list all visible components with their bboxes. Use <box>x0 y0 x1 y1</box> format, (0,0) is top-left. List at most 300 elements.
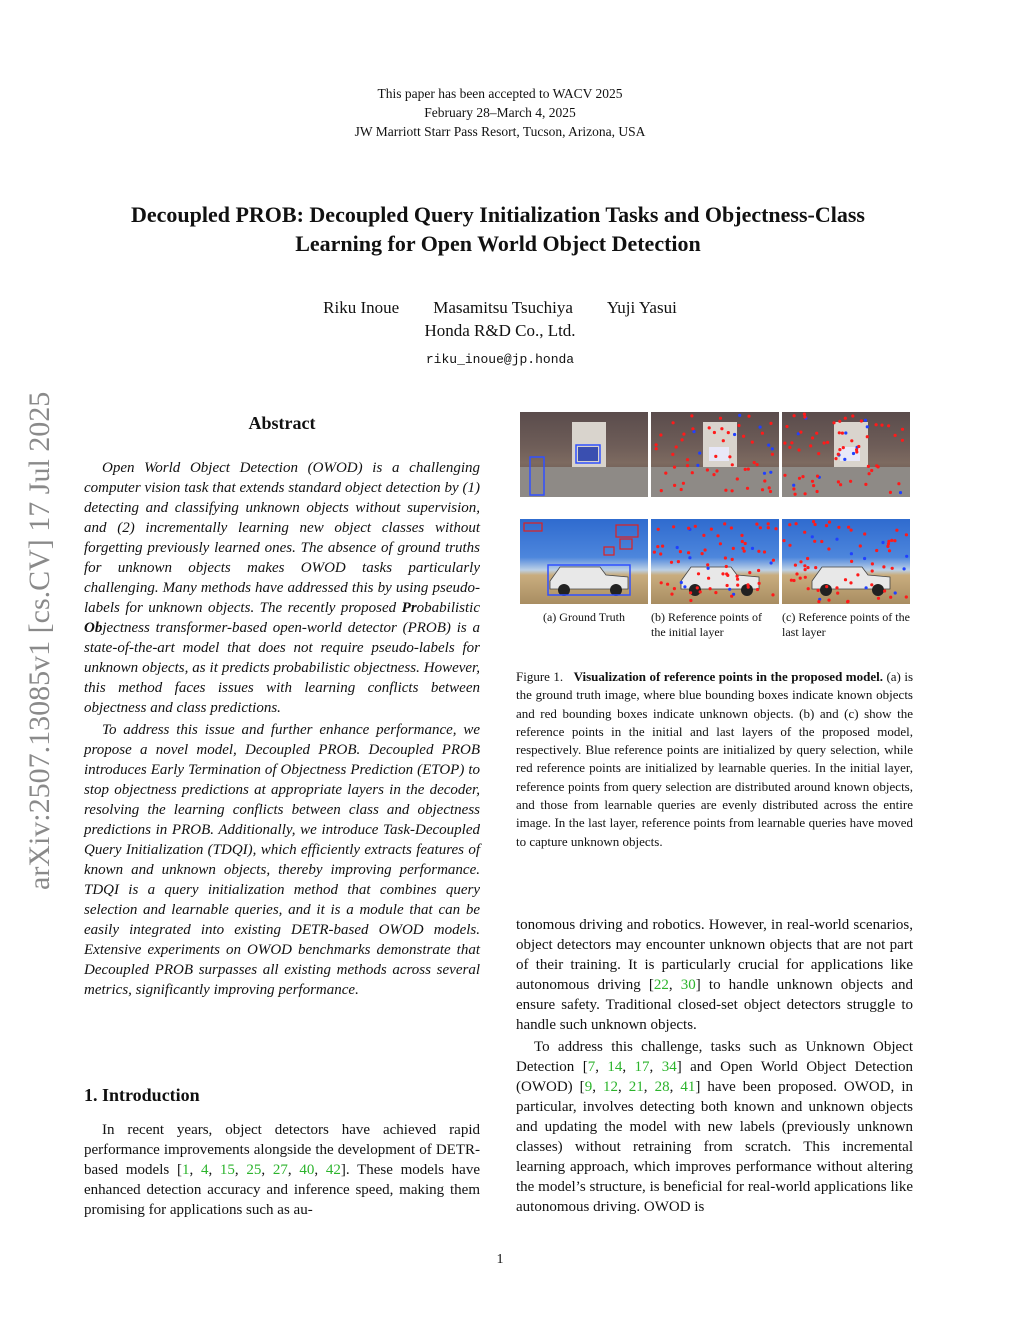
reference-point-red <box>746 487 749 490</box>
reference-point-red <box>797 448 800 451</box>
reference-point-red <box>714 455 717 458</box>
reference-point-red <box>712 473 715 476</box>
citation-link[interactable]: 22 <box>653 977 669 993</box>
reference-point-red <box>867 465 870 468</box>
reference-point-red <box>838 420 841 423</box>
reference-point-red <box>814 566 817 569</box>
reference-point-red <box>704 548 707 551</box>
reference-point-blue <box>863 557 866 560</box>
reference-point-red <box>691 471 694 474</box>
reference-point-red <box>687 551 690 554</box>
citation-link[interactable]: 4 <box>200 1162 209 1178</box>
reference-point-red <box>659 552 662 555</box>
reference-point-red <box>827 547 830 550</box>
reference-point-red <box>838 448 841 451</box>
reference-point-red <box>895 529 898 532</box>
figure-row-room <box>520 412 910 497</box>
reference-point-red <box>707 577 710 580</box>
reference-point-red <box>788 544 791 547</box>
reference-point-red <box>814 523 817 526</box>
reference-point-red <box>866 435 869 438</box>
conference-notice <box>0 84 1000 141</box>
reference-point-red <box>656 545 659 548</box>
abstract-paragraph-2: To address this issue and further enhance performance, we propose a novel model, Decoupled PROB. Decoupled PROB introduces Early Termination of Objectness Prediction (ETOP) to stop objectness predictions at appropriate layers in the decoder, resolving the learning conflicts between class and objectness predictions in PROB. Additionally, we introduce Task-Decoupled Query Initialization (TDQI), which efficiently extracts features of known and unknown objects, thereby improving performance. TDQI is a query initialization method that combines query selection and learnable queries, and it is a module that can be easily integrated into existing DETR-based OWOD models. Extensive experiments on OWOD benchmarks demonstrate that Decoupled PROB surpasses all existing methods across several metrics, significantly improving performance. <box>84 722 480 998</box>
reference-point-red <box>812 484 815 487</box>
reference-point-red <box>863 532 866 535</box>
reference-point-red <box>823 441 826 444</box>
reference-point-red <box>795 522 798 525</box>
right-p2-citations-1: 7, 14, 17, 34 <box>587 1059 677 1075</box>
reference-point-red <box>741 540 744 543</box>
reference-point-red <box>850 439 853 442</box>
reference-point-red <box>817 452 820 455</box>
reference-point-red <box>804 492 807 495</box>
citation-link[interactable]: 14 <box>607 1059 623 1075</box>
reference-point-red <box>803 413 806 416</box>
reference-point-red <box>825 585 828 588</box>
reference-point-blue <box>865 586 868 589</box>
reference-point-red <box>813 540 816 543</box>
reference-point-red <box>755 523 758 526</box>
citation-link[interactable]: 42 <box>325 1162 341 1178</box>
reference-point-red <box>675 445 678 448</box>
reference-point-red <box>758 582 761 585</box>
room-initial-layer-image <box>651 412 779 497</box>
subfigure-captions <box>520 610 910 640</box>
reference-point-red <box>660 489 663 492</box>
citation-link[interactable]: 1 <box>181 1162 190 1178</box>
reference-point-red <box>655 447 658 450</box>
reference-point-red <box>806 557 809 560</box>
reference-point-red <box>807 587 810 590</box>
reference-point-red <box>803 415 806 418</box>
reference-point-red <box>836 592 839 595</box>
reference-point-red <box>680 488 683 491</box>
reference-point-red <box>809 444 812 447</box>
reference-point-red <box>839 483 842 486</box>
reference-point-red <box>798 477 801 480</box>
reference-point-blue <box>844 431 847 434</box>
reference-point-blue <box>866 425 869 428</box>
reference-point-red <box>697 572 700 575</box>
reference-point-red <box>856 573 859 576</box>
reference-point-red <box>851 414 854 417</box>
reference-point-red <box>768 486 771 489</box>
reference-point-red <box>720 427 723 430</box>
reference-point-red <box>891 567 894 570</box>
reference-point-red <box>673 484 676 487</box>
reference-point-blue <box>688 556 691 559</box>
reference-point-red <box>756 588 759 591</box>
reference-point-red <box>849 581 852 584</box>
citation-link[interactable]: 17 <box>634 1059 650 1075</box>
reference-point-red <box>761 432 764 435</box>
reference-point-red <box>681 438 684 441</box>
reference-point-red <box>756 463 759 466</box>
reference-point-red <box>817 589 820 592</box>
reference-point-red <box>730 595 733 598</box>
reference-point-red <box>701 552 704 555</box>
reference-point-blue <box>680 581 683 584</box>
reference-point-red <box>772 559 775 562</box>
reference-point-red <box>790 579 793 582</box>
reference-point-red <box>673 587 676 590</box>
reference-point-red <box>803 531 806 534</box>
reference-point-red <box>727 431 730 434</box>
reference-point-red <box>769 422 772 425</box>
reference-point-red <box>747 468 750 471</box>
reference-point-red <box>751 441 754 444</box>
reference-point-red <box>857 445 860 448</box>
reference-point-red <box>713 431 716 434</box>
reference-point-red <box>726 574 729 577</box>
reference-point-red <box>728 455 731 458</box>
reference-point-red <box>741 547 744 550</box>
reference-point-red <box>783 442 786 445</box>
reference-point-red <box>837 526 840 529</box>
reference-point-red <box>757 569 760 572</box>
reference-point-blue <box>676 546 679 549</box>
reference-point-red <box>804 576 807 579</box>
notice-line-1: This paper has been accepted to WACV 2025 <box>377 86 623 101</box>
reference-point-red <box>825 524 828 527</box>
reference-point-red <box>686 464 689 467</box>
reference-point-red <box>835 586 838 589</box>
room-ground-truth-image <box>520 412 648 497</box>
reference-point-blue <box>835 538 838 541</box>
intro-citations: 1, 4, 15, 25, 27, 40, 42 <box>181 1162 341 1178</box>
reference-point-red <box>731 489 734 492</box>
reference-point-red <box>709 587 712 590</box>
reference-point-red <box>870 583 873 586</box>
citation-link[interactable]: 15 <box>219 1162 235 1178</box>
reference-point-red <box>671 453 674 456</box>
right-p2-a: To address this challenge, tasks such as Unknown Object Detection [ <box>516 1039 913 1075</box>
room-last-layer-image <box>782 412 910 497</box>
reference-point-blue <box>769 471 772 474</box>
citation-link[interactable]: 34 <box>661 1059 677 1075</box>
reference-point-red <box>736 575 739 578</box>
reference-point-blue <box>751 547 754 550</box>
author-email[interactable]: riku_inoue@jp.honda <box>425 352 575 367</box>
reference-point-red <box>820 540 823 543</box>
reference-point-red <box>816 490 819 493</box>
intro-p1-a: In recent years, object detectors have achieved rapid performance improvements alongside the development of DETR-based models [ <box>84 1122 480 1178</box>
reference-point-red <box>847 526 850 529</box>
reference-point-red <box>794 493 797 496</box>
reference-point-red <box>875 464 878 467</box>
reference-point-red <box>694 525 697 528</box>
citation-link[interactable]: 28 <box>654 1079 670 1095</box>
reference-point-red <box>696 586 699 589</box>
reference-point-red <box>834 457 837 460</box>
citation-link[interactable]: 41 <box>680 1079 696 1095</box>
reference-point-red <box>670 593 673 596</box>
reference-point-red <box>743 550 746 553</box>
subcaption-a: (a) Ground Truth <box>542 610 625 624</box>
reference-point-red <box>740 534 743 537</box>
citation-link[interactable]: 12 <box>602 1079 618 1095</box>
truck-last-layer-image <box>782 519 910 604</box>
reference-point-red <box>792 487 795 490</box>
reference-point-red <box>748 571 751 574</box>
notice-line-2: February 28–March 4, 2025 <box>424 105 576 120</box>
reference-point-red <box>860 419 863 422</box>
reference-point-red <box>706 563 709 566</box>
reference-point-red <box>767 522 770 525</box>
reference-point-red <box>657 528 660 531</box>
reference-point-red <box>828 521 831 524</box>
reference-point-red <box>897 482 900 485</box>
reference-point-red <box>691 427 694 430</box>
reference-point-blue <box>792 484 795 487</box>
truck-initial-layer-image <box>651 519 779 604</box>
reference-point-red <box>883 589 886 592</box>
reference-point-red <box>677 560 680 563</box>
citation-link[interactable]: 21 <box>628 1079 644 1095</box>
reference-point-red <box>889 596 892 599</box>
reference-point-red <box>744 542 747 545</box>
abstract-p1-bold-ob: Ob <box>84 620 103 636</box>
citation-link[interactable]: 7 <box>587 1059 596 1075</box>
reference-point-red <box>785 425 788 428</box>
reference-point-red <box>870 469 873 472</box>
page-number: 1 <box>496 1252 504 1267</box>
reference-point-red <box>737 424 740 427</box>
reference-point-red <box>799 577 802 580</box>
reference-point-red <box>801 475 804 478</box>
reference-point-red <box>841 432 844 435</box>
caption-label: Figure 1. <box>516 669 564 684</box>
reference-point-red <box>890 539 893 542</box>
right-column-body <box>516 915 913 1219</box>
reference-point-red <box>736 477 739 480</box>
reference-point-blue <box>733 433 736 436</box>
reference-point-red <box>837 453 840 456</box>
reference-point-blue <box>707 567 710 570</box>
figure-1 <box>520 412 910 640</box>
author-2: Masamitsu Tsuchiya <box>433 298 573 317</box>
reference-point-red <box>763 550 766 553</box>
reference-point-blue <box>864 419 867 422</box>
reference-point-red <box>689 591 692 594</box>
reference-point-red <box>905 533 908 536</box>
paper-title <box>60 200 936 258</box>
affiliation: Honda R&D Co., Ltd. <box>424 321 576 340</box>
reference-point-red <box>730 526 733 529</box>
reference-point-red <box>804 568 807 571</box>
reference-point-red <box>736 578 739 581</box>
reference-point-red <box>850 560 853 563</box>
reference-point-red <box>732 547 735 550</box>
reference-point-red <box>659 433 662 436</box>
intro-paragraph-1 <box>84 1120 480 1220</box>
reference-point-blue <box>763 472 766 475</box>
reference-point-red <box>702 534 705 537</box>
reference-point-blue <box>899 491 902 494</box>
reference-point-red <box>788 523 791 526</box>
right-paragraph-1 <box>516 915 913 1035</box>
reference-point-red <box>747 586 750 589</box>
abstract-p1-b: obabilistic <box>416 600 480 616</box>
reference-point-red <box>708 426 711 429</box>
reference-point-red <box>880 424 883 427</box>
right-p1-citations: 22, 30 <box>653 977 696 993</box>
intro-heading: 1. Introduction <box>84 1085 200 1105</box>
reference-point-blue <box>696 464 699 467</box>
reference-point-red <box>759 526 762 529</box>
citation-link[interactable]: 40 <box>299 1162 315 1178</box>
reference-point-red <box>774 527 777 530</box>
reference-point-red <box>812 520 815 523</box>
reference-point-blue <box>894 591 897 594</box>
reference-point-red <box>653 551 656 554</box>
right-p2-citations-2: 9, 12, 21, 28, 41 <box>584 1079 696 1095</box>
reference-point-blue <box>850 552 853 555</box>
reference-point-red <box>719 542 722 545</box>
reference-point-red <box>757 550 760 553</box>
caption-bold: Visualization of reference points in the proposed model. <box>573 669 883 684</box>
reference-point-red <box>682 433 685 436</box>
reference-point-red <box>731 558 734 561</box>
reference-point-red <box>744 468 747 471</box>
reference-point-red <box>788 446 791 449</box>
reference-point-red <box>714 591 717 594</box>
reference-point-red <box>767 526 770 529</box>
reference-point-red <box>882 565 885 568</box>
reference-point-red <box>666 583 669 586</box>
notice-line-3: JW Marriott Starr Pass Resort, Tucson, Arizona, USA <box>354 124 646 139</box>
reference-point-red <box>871 562 874 565</box>
reference-point-blue <box>698 452 701 455</box>
reference-point-red <box>875 549 878 552</box>
reference-point-blue <box>738 414 741 417</box>
author-3: Yuji Yasui <box>606 298 677 317</box>
reference-point-red <box>877 597 880 600</box>
reference-point-red <box>724 556 727 559</box>
caption-text: (a) is the ground truth image, where blue bounding boxes indicate known objects and red bounding boxes indicate unknown objects. (b) and (c) show the reference points in the initial and last layers of the proposed model, respectively. Blue reference points are initialized by query selection, while red reference points are initialized by learnable queries. In the initial layer, reference points from query selection are distributed around known objects, and those from learnable queries are evenly distributed across the entire image. In the last layer, reference points from learnable queries have moved to capture unknown objects. <box>516 669 914 849</box>
reference-point-red <box>719 417 722 420</box>
abstract-heading: Abstract <box>248 413 316 433</box>
reference-point-red <box>875 423 878 426</box>
reference-point-red <box>887 424 890 427</box>
reference-point-blue <box>767 444 770 447</box>
reference-point-red <box>726 584 729 587</box>
reference-point-red <box>855 450 858 453</box>
right-p2-c: ] have been proposed. OWOD, in particular, involves detecting both known and unknown objects and updating the model with new labels (previously unknown classes) without retraining from scratch. This incremental learning approach, which improves performance without altering the model’s structure, is beneficial for real-world applications like autonomous driving. OWOD is <box>516 1079 914 1215</box>
reference-point-red <box>868 472 871 475</box>
reference-point-blue <box>759 426 762 429</box>
reference-point-red <box>888 549 891 552</box>
reference-point-red <box>736 584 739 587</box>
reference-point-red <box>721 572 724 575</box>
citation-link[interactable]: 25 <box>246 1162 262 1178</box>
abstract-p1-c: jectness transformer-based open-world detector (PROB) is a state-of-the-art model that does not require pseudo-labels for unknown objects, as it predicts probabilistic objectness. However, this method faces issues with learning conflicts between objectness and class predictions. <box>84 620 480 716</box>
reference-point-blue <box>905 555 908 558</box>
reference-point-red <box>686 458 689 461</box>
reference-point-red <box>731 463 734 466</box>
reference-point-red <box>811 480 814 483</box>
reference-point-red <box>660 581 663 584</box>
reference-point-red <box>815 432 818 435</box>
reference-point-red <box>747 415 750 418</box>
reference-point-red <box>661 545 664 548</box>
reference-point-blue <box>728 588 731 591</box>
reference-point-red <box>783 474 786 477</box>
reference-point-red <box>761 488 764 491</box>
reference-point-red <box>832 421 835 424</box>
reference-point-red <box>887 542 890 545</box>
right-p1-a: tonomous driving and robotics. However, in real-world scenarios, object detectors may encounter unknown objects that are not part of their training. It is particularly crucial for applications like autonomous driving [ <box>516 917 913 993</box>
subcaption-c: (c) Reference points of the last layer <box>782 610 910 639</box>
reference-point-red <box>889 491 892 494</box>
citation-link[interactable]: 27 <box>272 1162 288 1178</box>
reference-point-red <box>803 564 806 567</box>
reference-point-red <box>715 469 718 472</box>
reference-point-red <box>687 527 690 530</box>
reference-point-red <box>724 489 727 492</box>
reference-point-red <box>893 539 896 542</box>
reference-point-red <box>859 544 862 547</box>
reference-point-red <box>838 431 841 434</box>
reference-point-red <box>799 431 802 434</box>
reference-point-red <box>763 479 766 482</box>
reference-point-red <box>901 428 904 431</box>
reference-point-blue <box>903 567 906 570</box>
citation-link[interactable]: 30 <box>680 977 696 993</box>
author-1: Riku Inoue <box>323 298 400 317</box>
reference-point-red <box>799 560 802 563</box>
reference-point-red <box>846 600 849 603</box>
reference-point-red <box>699 590 702 593</box>
arxiv-identifier[interactable]: arXiv:2507.13085v1 [cs.CV] 17 Jul 2025 <box>23 391 56 890</box>
author-block <box>280 296 720 371</box>
reference-point-red <box>850 529 853 532</box>
reference-point-red <box>672 421 675 424</box>
reference-point-red <box>690 414 693 417</box>
reference-point-blue <box>843 458 846 461</box>
reference-point-red <box>849 480 852 483</box>
title-line-2: Learning for Open World Object Detection <box>295 231 701 256</box>
figure-1-caption <box>516 668 913 851</box>
reference-point-red <box>771 453 774 456</box>
truck-ground-truth-image <box>520 519 648 604</box>
abstract-p1-a: Open World Object Detection (OWOD) is a challenging computer vision task that extends standard object detection by (1) detecting and classifying unknown objects without supervision, and (2) incrementally learning new object classes without forgetting previously learned ones. The absence of ground truths for unknown objects makes OWOD tasks particularly challenging. Many methods have addressed this by using pseudo-labels for unknown objects. The recently proposed <box>84 460 480 616</box>
title-line-1: Decoupled PROB: Decoupled Query Initialization Tasks and Objectness-Class <box>130 202 865 227</box>
reference-point-red <box>842 446 845 449</box>
abstract-body <box>84 458 480 1002</box>
right-p2-b: ] and Open World Object Detection (OWOD) [ <box>516 1059 913 1095</box>
reference-point-red <box>722 439 725 442</box>
reference-point-blue <box>881 541 884 544</box>
reference-point-red <box>664 472 667 475</box>
reference-point-red <box>782 539 785 542</box>
reference-point-red <box>716 534 719 537</box>
reference-point-red <box>742 435 745 438</box>
reference-point-red <box>723 522 726 525</box>
reference-point-red <box>769 490 772 493</box>
reference-point-red <box>689 599 692 602</box>
right-p1-b: ] to handle unknown objects and ensure safety. Traditional closed-set object detectors struggle to handle such unknown objects. <box>516 977 914 1033</box>
reference-point-red <box>795 572 798 575</box>
reference-point-red <box>806 566 809 569</box>
intro-p1-b: ]. These models have enhanced detection accuracy and inference speed, making them promising for applications such as au- <box>84 1162 480 1218</box>
reference-point-blue <box>692 430 695 433</box>
reference-point-red <box>725 565 728 568</box>
reference-point-red <box>817 600 820 603</box>
citation-link[interactable]: 9 <box>584 1079 593 1095</box>
reference-point-red <box>837 480 840 483</box>
